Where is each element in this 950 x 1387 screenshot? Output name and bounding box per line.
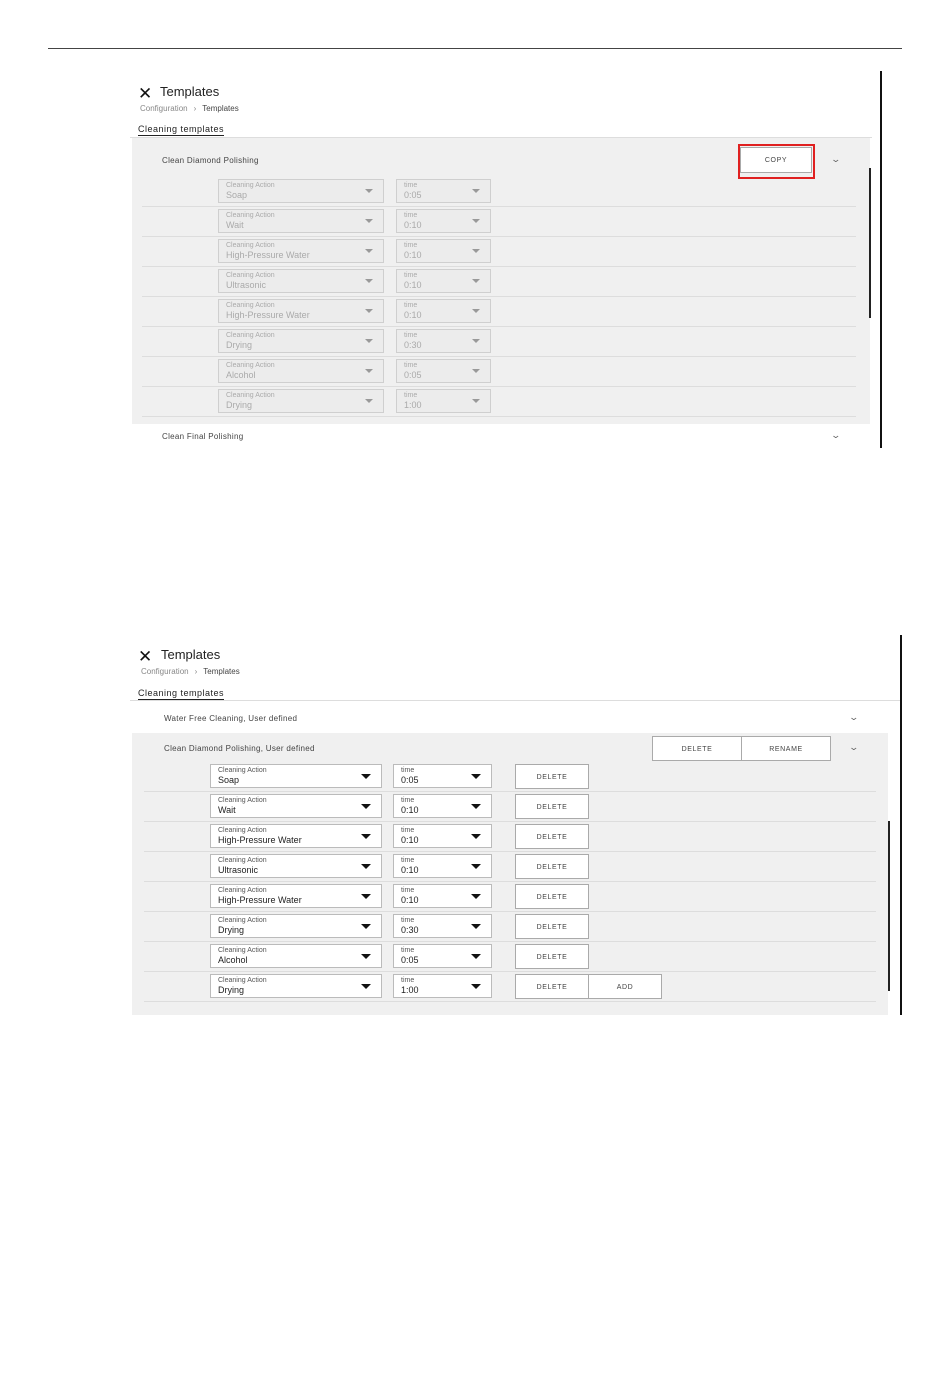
caret-down-icon[interactable] (471, 864, 481, 869)
caret-down-icon[interactable] (365, 339, 373, 343)
window-edge (880, 71, 882, 448)
screenshot-copy-template (122, 71, 882, 448)
caret-down-icon[interactable] (471, 954, 481, 959)
caret-down-icon[interactable] (471, 804, 481, 809)
step-row (142, 176, 856, 207)
window-edge (900, 635, 902, 1015)
caret-down-icon[interactable] (365, 189, 373, 193)
caret-down-icon[interactable] (472, 369, 480, 373)
delete-step-button[interactable]: DELETE (515, 914, 589, 939)
field-value: 0:10 (404, 310, 422, 320)
field-label: Cleaning Action (226, 332, 275, 339)
breadcrumb-templates: Templates (202, 104, 239, 113)
chevron-down-icon[interactable]: ⌄ (848, 712, 860, 722)
tab-cleaning-templates[interactable]: Cleaning templates (138, 124, 225, 134)
field-label: Cleaning Action (226, 212, 275, 219)
cleaning-action-select[interactable] (210, 914, 382, 938)
step-row (144, 821, 876, 852)
field-value: Drying (218, 925, 245, 935)
delete-step-button[interactable]: DELETE (515, 854, 589, 879)
cleaning-action-select[interactable] (210, 824, 382, 848)
time-select[interactable] (393, 764, 492, 788)
field-value: High-Pressure Water (218, 835, 302, 845)
step-row (144, 851, 876, 882)
field-label: time (404, 242, 418, 249)
cleaning-action-select[interactable] (218, 359, 384, 383)
field-label: Cleaning Action (226, 182, 275, 189)
field-label: time (404, 272, 418, 279)
delete-step-button[interactable]: DELETE (515, 764, 589, 789)
template-collapsed-row[interactable] (132, 705, 888, 733)
close-icon[interactable]: ✕ (138, 84, 153, 103)
field-label: time (401, 917, 415, 924)
field-value: Soap (218, 775, 240, 785)
template-title[interactable]: Clean Diamond Polishing (162, 156, 259, 165)
caret-down-icon[interactable] (472, 189, 480, 193)
delete-step-button[interactable]: DELETE (515, 824, 589, 849)
cleaning-action-select[interactable] (210, 974, 382, 998)
caret-down-icon[interactable] (361, 864, 371, 869)
field-value: Wait (218, 805, 236, 815)
field-label: Cleaning Action (218, 797, 267, 804)
time-select[interactable] (393, 884, 492, 908)
step-row (142, 236, 856, 267)
rename-template-button[interactable]: RENAME (741, 736, 831, 761)
caret-down-icon[interactable] (365, 369, 373, 373)
field-value: 0:05 (404, 190, 422, 200)
cleaning-action-select[interactable] (218, 269, 384, 293)
time-select[interactable] (393, 914, 492, 938)
field-label: time (404, 362, 418, 369)
cleaning-action-select[interactable] (218, 179, 384, 203)
time-select[interactable] (393, 944, 492, 968)
step-row (142, 356, 856, 387)
field-value: Drying (218, 985, 245, 995)
cleaning-action-select[interactable] (210, 764, 382, 788)
delete-step-button[interactable]: DELETE (515, 794, 589, 819)
chevron-down-icon[interactable]: ⌄ (830, 154, 842, 164)
field-label: Cleaning Action (218, 887, 267, 894)
breadcrumb-configuration[interactable]: Configuration (141, 667, 189, 676)
time-select[interactable] (393, 824, 492, 848)
field-label: time (401, 887, 415, 894)
copy-button[interactable]: COPY (740, 147, 812, 173)
template-expanded-panel (132, 733, 888, 1015)
divider (130, 700, 900, 701)
field-value: Ultrasonic (226, 280, 267, 290)
tab-cleaning-templates[interactable]: Cleaning templates (138, 688, 225, 698)
field-label: Cleaning Action (226, 302, 275, 309)
close-icon[interactable]: ✕ (138, 647, 153, 666)
page-title: Templates (160, 84, 220, 99)
field-value: High-Pressure Water (218, 895, 302, 905)
cleaning-action-select[interactable] (210, 794, 382, 818)
caret-down-icon[interactable] (365, 279, 373, 283)
highlight-box (738, 144, 815, 179)
screenshot-user-template (122, 635, 902, 1015)
field-value: High-Pressure Water (226, 250, 310, 260)
chevron-down-icon[interactable]: ⌄ (848, 742, 860, 752)
field-label: time (404, 302, 418, 309)
time-select[interactable] (396, 179, 491, 203)
field-label: Cleaning Action (218, 827, 267, 834)
time-select[interactable] (393, 974, 492, 998)
field-label: time (401, 977, 415, 984)
time-select[interactable] (396, 269, 491, 293)
time-select[interactable] (396, 389, 491, 413)
step-row (144, 911, 876, 942)
step-row (142, 266, 856, 297)
field-value: 0:10 (404, 250, 422, 260)
caret-down-icon[interactable] (471, 834, 481, 839)
field-value: Alcohol (226, 370, 256, 380)
field-value: 1:00 (404, 400, 422, 410)
add-step-button[interactable]: ADD (588, 974, 662, 999)
caret-down-icon[interactable] (361, 984, 371, 989)
template-collapsed-row[interactable] (132, 424, 870, 448)
field-value: 0:10 (401, 865, 419, 875)
time-select[interactable] (396, 329, 491, 353)
caret-down-icon[interactable] (361, 924, 371, 929)
template-title: Water Free Cleaning, User defined (164, 714, 298, 723)
field-value: Alcohol (218, 955, 248, 965)
scrollbar[interactable] (888, 821, 890, 991)
field-value: 0:10 (401, 805, 419, 815)
step-row (144, 971, 876, 1002)
breadcrumb (140, 104, 239, 113)
cleaning-action-select[interactable] (210, 884, 382, 908)
field-label: time (404, 392, 418, 399)
field-value: 0:05 (401, 955, 419, 965)
field-value: Drying (226, 400, 253, 410)
time-select[interactable] (393, 854, 492, 878)
field-label: time (404, 332, 418, 339)
caret-down-icon[interactable] (365, 249, 373, 253)
caret-down-icon[interactable] (361, 954, 371, 959)
time-select[interactable] (396, 299, 491, 323)
template-title[interactable]: Clean Diamond Polishing, User defined (164, 744, 315, 753)
template-title: Clean Final Polishing (162, 432, 244, 441)
cleaning-action-select[interactable] (210, 854, 382, 878)
time-select[interactable] (396, 359, 491, 383)
field-label: Cleaning Action (226, 272, 275, 279)
page-top-rule (48, 48, 902, 49)
cleaning-action-select[interactable] (218, 239, 384, 263)
delete-step-button[interactable]: DELETE (515, 974, 589, 999)
caret-down-icon[interactable] (365, 309, 373, 313)
delete-step-button[interactable]: DELETE (515, 884, 589, 909)
field-value: 0:10 (404, 280, 422, 290)
field-label: time (401, 827, 415, 834)
field-label: time (401, 857, 415, 864)
caret-down-icon[interactable] (471, 894, 481, 899)
caret-down-icon[interactable] (471, 924, 481, 929)
time-select[interactable] (396, 239, 491, 263)
step-row (144, 941, 876, 972)
step-row (144, 761, 876, 792)
field-value: 0:30 (401, 925, 419, 935)
field-label: time (401, 767, 415, 774)
chevron-down-icon[interactable]: ⌄ (830, 430, 842, 440)
step-row (142, 326, 856, 357)
field-value: Soap (226, 190, 248, 200)
cleaning-action-select[interactable] (218, 209, 384, 233)
caret-down-icon[interactable] (361, 894, 371, 899)
cleaning-action-select[interactable] (218, 389, 384, 413)
caret-down-icon[interactable] (361, 804, 371, 809)
breadcrumb-templates: Templates (203, 667, 240, 676)
caret-down-icon[interactable] (472, 279, 480, 283)
breadcrumb-separator: › (194, 667, 198, 676)
scrollbar[interactable] (869, 168, 871, 318)
field-label: Cleaning Action (226, 242, 275, 249)
field-value: 0:30 (404, 340, 422, 350)
field-value: Ultrasonic (218, 865, 259, 875)
caret-down-icon[interactable] (365, 219, 373, 223)
cleaning-action-select[interactable] (218, 329, 384, 353)
caret-down-icon[interactable] (365, 399, 373, 403)
field-value: 0:10 (404, 220, 422, 230)
field-value: Wait (226, 220, 244, 230)
field-value: High-Pressure Water (226, 310, 310, 320)
step-row (142, 296, 856, 327)
step-row (142, 386, 856, 417)
caret-down-icon[interactable] (472, 399, 480, 403)
field-value: 1:00 (401, 985, 419, 995)
caret-down-icon[interactable] (471, 774, 481, 779)
template-expanded-panel (132, 138, 870, 424)
page-title: Templates (161, 647, 221, 662)
caret-down-icon[interactable] (361, 834, 371, 839)
field-value: 0:10 (401, 895, 419, 905)
field-value: Drying (226, 340, 253, 350)
caret-down-icon[interactable] (472, 249, 480, 253)
field-label: time (404, 182, 418, 189)
field-label: Cleaning Action (218, 977, 267, 984)
breadcrumb (141, 667, 240, 676)
field-value: 0:10 (401, 835, 419, 845)
caret-down-icon[interactable] (361, 774, 371, 779)
delete-step-button[interactable]: DELETE (515, 944, 589, 969)
field-label: Cleaning Action (226, 392, 275, 399)
field-label: Cleaning Action (218, 767, 267, 774)
field-value: 0:05 (404, 370, 422, 380)
breadcrumb-configuration[interactable]: Configuration (140, 104, 188, 113)
delete-template-button[interactable]: DELETE (652, 736, 742, 761)
cleaning-action-select[interactable] (210, 944, 382, 968)
caret-down-icon[interactable] (471, 984, 481, 989)
caret-down-icon[interactable] (472, 309, 480, 313)
cleaning-action-select[interactable] (218, 299, 384, 323)
field-label: time (404, 212, 418, 219)
field-label: Cleaning Action (218, 857, 267, 864)
field-label: time (401, 797, 415, 804)
step-row (142, 206, 856, 237)
field-label: Cleaning Action (218, 917, 267, 924)
field-label: Cleaning Action (226, 362, 275, 369)
caret-down-icon[interactable] (472, 219, 480, 223)
field-label: time (401, 947, 415, 954)
caret-down-icon[interactable] (472, 339, 480, 343)
time-select[interactable] (393, 794, 492, 818)
field-value: 0:05 (401, 775, 419, 785)
step-row (144, 791, 876, 822)
breadcrumb-separator: › (193, 104, 197, 113)
step-row (144, 881, 876, 912)
time-select[interactable] (396, 209, 491, 233)
field-label: Cleaning Action (218, 947, 267, 954)
